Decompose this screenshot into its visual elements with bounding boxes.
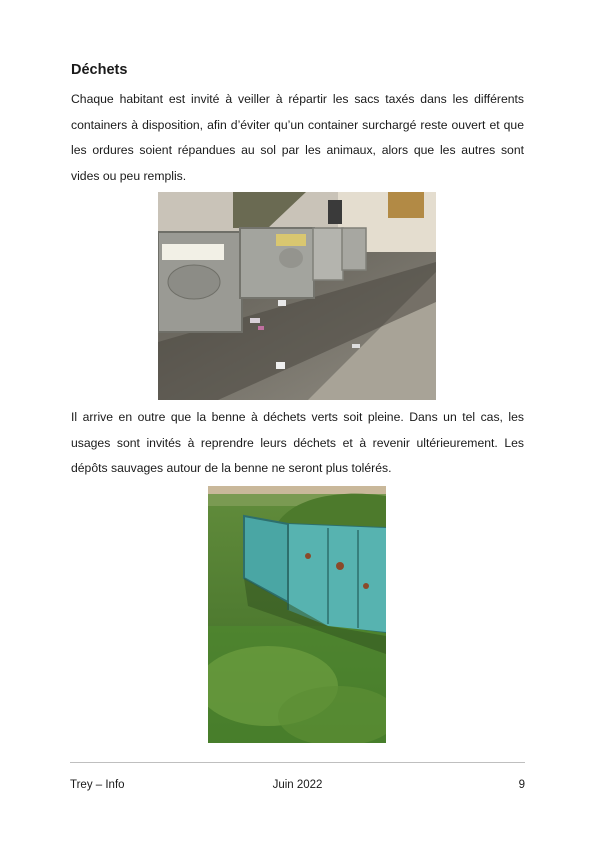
footer-divider: [70, 762, 525, 763]
waste-containers-photo: [158, 192, 436, 400]
footer-date: Juin 2022: [272, 779, 323, 791]
paragraph-green-waste: Il arrive en outre que la benne à déchets verts soit pleine. Dans un tel cas, les usages sont invités à reprendre leurs déchets et à revenir ultérieurement. Les dépôts sauvages autour de la benne ne seront plus tolérés.: [71, 410, 524, 475]
green-waste-skip-photo: [208, 486, 386, 743]
paragraph-containers: Chaque habitant est invité à veiller à répartir les sacs taxés dans les différents containers à disposition, afin d’éviter qu’un container surchargé reste ouvert et que les ordures soient répandues au sol par les animaux, alors que les autres sont vides ou peu remplis.: [71, 92, 524, 183]
section-title: Déchets: [71, 62, 128, 78]
footer-publication: Trey – Info: [70, 779, 125, 791]
page-number: 9: [518, 779, 525, 791]
